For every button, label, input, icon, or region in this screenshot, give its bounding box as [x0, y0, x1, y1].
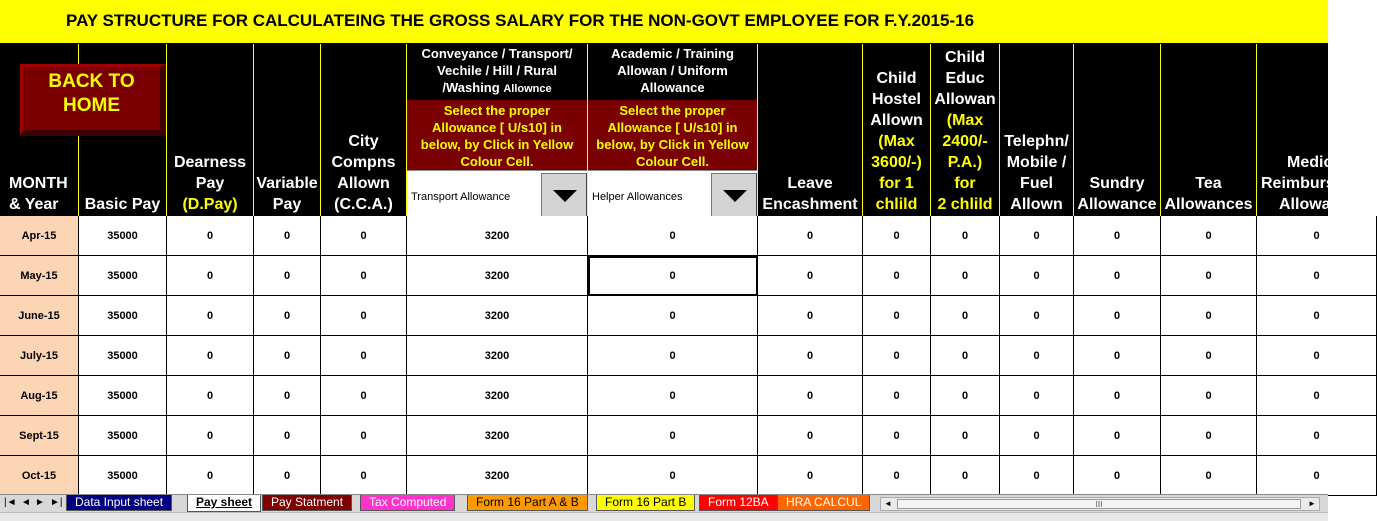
sheet-tab[interactable]: Data Input sheet [66, 495, 172, 511]
sheet-title: PAY STRUCTURE FOR CALCULATEING THE GROSS SALARY FOR THE NON-GOVT EMPLOYEE FOR F.Y.2015-16 [0, 0, 1328, 44]
horizontal-scrollbar[interactable] [880, 497, 1320, 511]
value-cell[interactable]: 0 [1257, 216, 1377, 256]
value-cell[interactable]: 0 [1000, 336, 1074, 376]
value-cell[interactable]: 3200 [407, 256, 588, 296]
header-month-line2: & Year [9, 196, 59, 213]
header-hostel-yel4: chlild [875, 196, 918, 213]
header-educ-yel5: 2 chlild [937, 196, 993, 213]
value-cell[interactable]: 0 [1074, 256, 1161, 296]
value-cell[interactable]: 0 [254, 296, 321, 336]
value-cell[interactable]: 35000 [79, 416, 167, 456]
header-sundry [1074, 44, 1161, 216]
table-row [0, 296, 1328, 336]
header-medical-line1: Medical [1287, 154, 1346, 171]
value-cell[interactable]: 0 [1161, 416, 1257, 456]
back-to-home-button[interactable] [20, 64, 166, 136]
back-home-line1: BACK TO [48, 71, 135, 92]
value-cell[interactable]: 0 [931, 256, 1000, 296]
value-cell[interactable]: 0 [931, 416, 1000, 456]
header-hostel-yel2: 3600/-) [871, 154, 922, 171]
value-cell[interactable]: 0 [588, 296, 758, 336]
value-cell[interactable]: 0 [588, 416, 758, 456]
conveyance-title-line2: Vechile / Hill / Rural [437, 63, 557, 78]
value-cell[interactable]: 0 [863, 296, 931, 336]
header-teleph-line3: Fuel [1020, 175, 1053, 192]
value-cell[interactable]: 0 [1000, 416, 1074, 456]
value-cell[interactable]: 0 [758, 416, 863, 456]
value-cell[interactable]: 0 [1074, 376, 1161, 416]
month-cell[interactable]: Aug-15 [0, 376, 79, 416]
value-cell[interactable]: 0 [1161, 456, 1257, 496]
header-educ-yel2: 2400/- [942, 133, 988, 150]
value-cell[interactable]: 0 [931, 296, 1000, 336]
header-medical-line3: Allowance [1279, 196, 1359, 213]
value-cell[interactable]: 3200 [407, 456, 588, 496]
header-city-line4: (C.C.A.) [334, 196, 393, 213]
month-cell[interactable]: Oct-15 [0, 456, 79, 496]
value-cell[interactable]: 0 [167, 216, 254, 256]
header-sundry-line1: Sundry [1089, 175, 1145, 192]
value-cell[interactable]: 0 [167, 376, 254, 416]
value-cell[interactable]: 0 [1161, 336, 1257, 376]
value-cell[interactable]: 0 [167, 256, 254, 296]
value-cell[interactable]: 0 [321, 456, 407, 496]
value-cell[interactable]: 0 [1000, 296, 1074, 336]
value-cell[interactable]: 3200 [407, 376, 588, 416]
value-cell[interactable]: 0 [1257, 416, 1377, 456]
header-educ-line1: Child [945, 49, 985, 66]
value-cell[interactable]: 35000 [79, 256, 167, 296]
sheet-tab[interactable]: Form 12BA [699, 495, 778, 511]
value-cell[interactable]: 0 [758, 376, 863, 416]
value-cell[interactable]: 0 [931, 336, 1000, 376]
last-sheet-icon[interactable]: ►| [50, 497, 63, 508]
table-row [0, 376, 1328, 416]
header-educ-yel3: P.A.) [947, 154, 983, 171]
value-cell[interactable]: 0 [863, 416, 931, 456]
value-cell[interactable]: 0 [863, 456, 931, 496]
header-variable-pay [254, 44, 321, 216]
header-tea [1161, 44, 1257, 216]
conveyance-selected-value: Transport Allowance [411, 191, 511, 203]
header-leave-line2: Encashment [762, 196, 858, 213]
value-cell[interactable]: 35000 [79, 336, 167, 376]
value-cell[interactable]: 0 [758, 456, 863, 496]
header-city-allowance [321, 44, 407, 216]
header-tea-line1: Tea [1195, 175, 1222, 192]
header-educ-yel4: for [954, 175, 976, 192]
value-cell[interactable]: 0 [1161, 216, 1257, 256]
conveyance-note [407, 100, 587, 170]
header-conveyance [407, 44, 588, 216]
header-leave-line1: Leave [787, 175, 833, 192]
header-teleph-line2: Mobile / [1006, 154, 1067, 171]
value-cell[interactable]: 0 [1074, 416, 1161, 456]
conveyance-title-line3-small: Allownce [503, 83, 552, 95]
value-cell[interactable]: 0 [254, 336, 321, 376]
academic-note-line3: below, by Click in Yellow [596, 137, 749, 152]
table-row [0, 336, 1328, 376]
header-city-line3: Allown [337, 175, 390, 192]
conveyance-dropdown-arrow-icon[interactable] [541, 173, 587, 217]
first-sheet-icon[interactable]: |◄ [4, 497, 17, 508]
header-teleph-line1: Telephn/ [1004, 133, 1069, 150]
value-cell[interactable]: 0 [863, 376, 931, 416]
sheet-tab[interactable]: Pay sheet [187, 495, 261, 512]
value-cell[interactable]: 0 [1074, 296, 1161, 336]
header-academic [588, 44, 758, 216]
next-sheet-icon[interactable]: ► [35, 497, 45, 508]
value-cell[interactable]: 0 [758, 216, 863, 256]
header-hostel-line1: Child [876, 70, 917, 87]
academic-note [588, 100, 757, 170]
conveyance-title-line1: Conveyance / Transport/ [421, 46, 573, 61]
sheet-tab[interactable]: Form 16 Part A & B [467, 495, 588, 511]
sheet-tab[interactable]: Pay Statment [262, 495, 352, 511]
academic-note-line2: Allowance [ U/s10] in [607, 120, 738, 135]
value-cell[interactable]: 0 [1257, 296, 1377, 336]
scroll-thumb[interactable]: III [897, 499, 1301, 509]
scroll-left-icon[interactable]: ◄ [884, 499, 892, 508]
month-cell[interactable]: June-15 [0, 296, 79, 336]
header-medical-line2: Reimburse [1261, 175, 1344, 192]
column-header-area [0, 44, 1359, 216]
value-cell[interactable]: 0 [758, 296, 863, 336]
conveyance-note-line3: below, by Click in Yellow [420, 137, 574, 152]
header-child-hostel [863, 44, 931, 216]
value-cell[interactable]: 0 [1000, 376, 1074, 416]
academic-selected-value: Helper Allowances [592, 191, 683, 203]
value-cell[interactable]: 3200 [407, 336, 588, 376]
conveyance-note-line2: Allowance [ U/s10] in [431, 120, 563, 135]
header-variable-line2: Pay [272, 196, 302, 213]
value-cell[interactable]: 0 [254, 256, 321, 296]
value-cell[interactable]: 0 [321, 336, 407, 376]
value-cell[interactable]: 0 [321, 296, 407, 336]
value-cell[interactable]: 0 [321, 416, 407, 456]
header-month-line1: MONTH [9, 175, 68, 192]
header-hostel-yel1: (Max [878, 133, 915, 150]
value-cell[interactable]: 0 [167, 336, 254, 376]
value-cell[interactable]: 0 [1257, 456, 1377, 496]
value-cell[interactable]: 0 [931, 216, 1000, 256]
value-cell[interactable]: 35000 [79, 296, 167, 336]
value-cell[interactable]: 0 [254, 216, 321, 256]
month-cell[interactable]: Sept-15 [0, 416, 79, 456]
value-cell[interactable]: 0 [588, 216, 758, 256]
table-row [0, 416, 1328, 456]
header-dearness-pay [167, 44, 254, 216]
header-dearness-dpay: (D.Pay) [182, 196, 238, 213]
header-city-line2: Compns [331, 154, 396, 171]
value-cell[interactable]: 0 [1000, 456, 1074, 496]
value-cell[interactable]: 3200 [407, 216, 588, 256]
conveyance-allowance-dropdown[interactable] [407, 170, 587, 216]
header-sundry-line2: Allowance [1077, 196, 1157, 213]
academic-dropdown-arrow-icon[interactable] [711, 173, 757, 217]
value-cell[interactable]: 0 [588, 376, 758, 416]
header-hostel-line3: Allown [870, 112, 923, 129]
header-variable-line1: Variable [256, 175, 318, 192]
header-tea-line2: Allowances [1164, 196, 1253, 213]
academic-title-line1: Academic / Training [611, 46, 734, 61]
academic-note-line1: Select the proper [619, 103, 726, 118]
header-telephone [1000, 44, 1074, 216]
value-cell[interactable]: 3200 [407, 296, 588, 336]
value-cell[interactable]: 0 [1074, 456, 1161, 496]
value-cell[interactable]: 0 [321, 256, 407, 296]
value-cell[interactable]: 0 [863, 216, 931, 256]
value-cell[interactable]: 0 [1161, 376, 1257, 416]
value-cell[interactable]: 0 [758, 336, 863, 376]
academic-title-line2: Allowan / Uniform [617, 63, 728, 78]
sheet-tab[interactable]: Tax Computed [360, 495, 455, 511]
value-cell[interactable]: 35000 [79, 456, 167, 496]
header-dearness-line2: Pay [195, 175, 225, 192]
value-cell[interactable]: 0 [321, 376, 407, 416]
value-cell[interactable]: 0 [254, 376, 321, 416]
header-child-educ [931, 44, 1000, 216]
header-dearness-line1: Dearness [173, 154, 247, 171]
value-cell[interactable]: 0 [167, 456, 254, 496]
back-home-line2: HOME [63, 95, 120, 116]
header-leave-encashment [758, 44, 863, 216]
value-cell[interactable]: 0 [1000, 256, 1074, 296]
month-cell[interactable]: Apr-15 [0, 216, 79, 256]
value-cell[interactable]: 0 [863, 336, 931, 376]
value-cell[interactable]: 0 [931, 456, 1000, 496]
value-cell[interactable]: 0 [1257, 256, 1377, 296]
value-cell[interactable]: 0 [1074, 216, 1161, 256]
academic-note-line4: Colour Cell. [636, 154, 709, 169]
header-hostel-yel3: for 1 [879, 175, 914, 192]
conveyance-note-line1: Select the proper [443, 103, 551, 118]
value-cell[interactable]: 0 [1074, 336, 1161, 376]
value-cell[interactable]: 0 [167, 416, 254, 456]
sheet-tab[interactable]: Form 16 Part B [596, 495, 695, 511]
salary-grid [0, 216, 1328, 494]
header-city-line1: City [348, 133, 379, 150]
value-cell[interactable]: 0 [588, 256, 758, 296]
conveyance-title-line3-main: /Washing [442, 80, 500, 95]
value-cell[interactable]: 0 [588, 336, 758, 376]
value-cell[interactable]: 0 [758, 256, 863, 296]
value-cell[interactable]: 0 [1257, 376, 1377, 416]
header-educ-line2: Educ [945, 70, 985, 87]
academic-title [588, 44, 757, 100]
table-row [0, 216, 1328, 256]
sheet-tab[interactable]: HRA CALCUL [777, 495, 870, 511]
header-basic-label: Basic Pay [84, 196, 161, 213]
value-cell[interactable]: 35000 [79, 376, 167, 416]
value-cell[interactable]: 0 [863, 256, 931, 296]
value-cell[interactable]: 3200 [407, 416, 588, 456]
header-teleph-line4: Allown [1010, 196, 1063, 213]
header-educ-yel1: (Max [946, 112, 984, 129]
conveyance-note-line4: Colour Cell. [460, 154, 534, 169]
value-cell[interactable]: 0 [321, 216, 407, 256]
value-cell[interactable]: 0 [1161, 256, 1257, 296]
value-cell[interactable]: 0 [1257, 336, 1377, 376]
value-cell[interactable]: 0 [254, 456, 321, 496]
value-cell[interactable]: 0 [167, 296, 254, 336]
value-cell[interactable]: 35000 [79, 216, 167, 256]
academic-allowance-dropdown[interactable] [588, 170, 757, 216]
header-medical [1257, 44, 1377, 216]
month-cell[interactable]: July-15 [0, 336, 79, 376]
value-cell[interactable]: 0 [1000, 216, 1074, 256]
table-row [0, 456, 1328, 496]
header-hostel-line2: Hostel [872, 91, 921, 108]
conveyance-title [407, 44, 587, 100]
table-row [0, 256, 1328, 296]
month-cell[interactable]: May-15 [0, 256, 79, 296]
value-cell[interactable]: 0 [588, 456, 758, 496]
value-cell[interactable]: 0 [931, 376, 1000, 416]
status-strip [0, 512, 1328, 521]
conveyance-title-line3 [407, 79, 587, 98]
academic-title-line3: Allowance [640, 80, 705, 95]
value-cell[interactable]: 0 [1161, 296, 1257, 336]
prev-sheet-icon[interactable]: ◄ [21, 497, 31, 508]
scroll-right-icon[interactable]: ► [1308, 499, 1316, 508]
header-educ-line3: Allowan [934, 91, 996, 108]
value-cell[interactable]: 0 [254, 416, 321, 456]
